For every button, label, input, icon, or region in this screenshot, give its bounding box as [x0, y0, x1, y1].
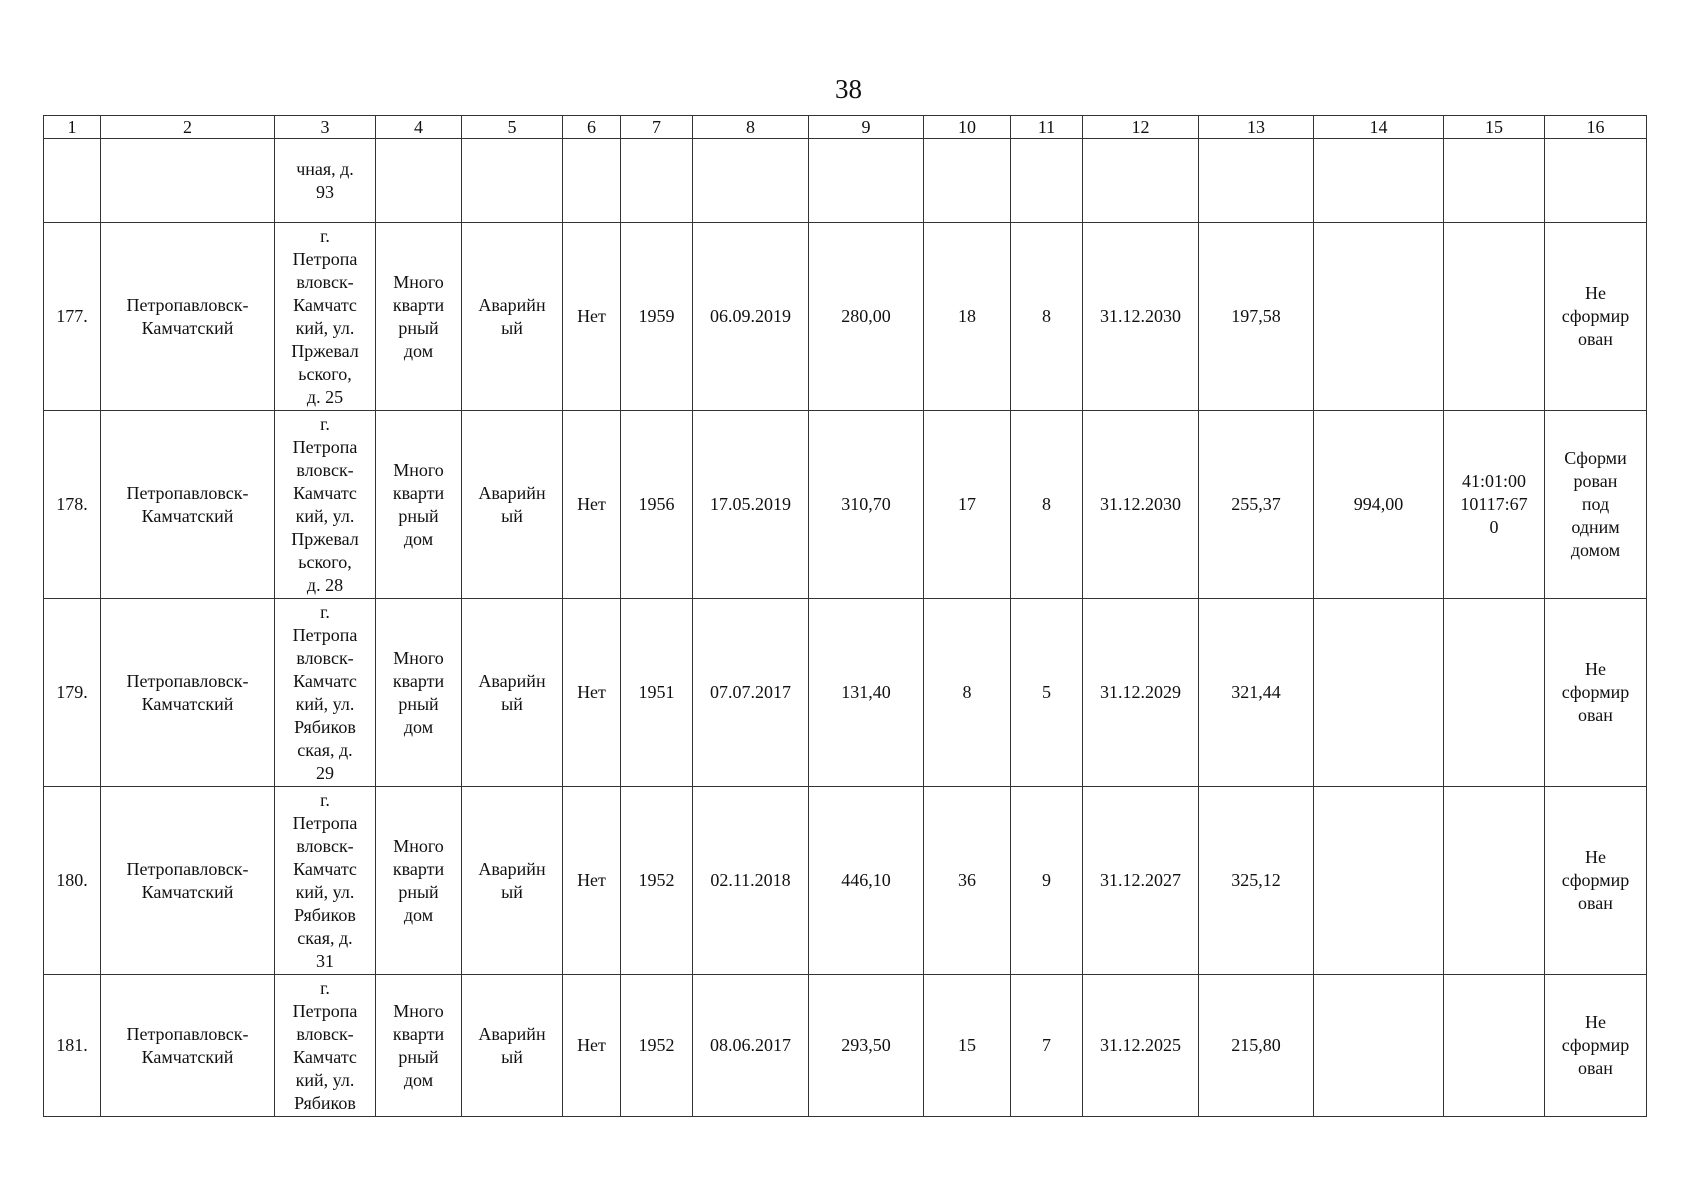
table-row	[44, 411, 1647, 599]
municipality-cell: Петропавловск- Камчатский	[101, 223, 275, 411]
value-cell: 8	[924, 599, 1011, 787]
municipality-cell: Петропавловск- Камчатский	[101, 787, 275, 975]
deadline-cell: 31.12.2030	[1083, 411, 1199, 599]
table-cell	[924, 139, 1011, 223]
value-cell: 197,58	[1199, 223, 1314, 411]
column-header: 2	[101, 116, 275, 139]
land-plot-status-cell: Не сформир ован	[1545, 787, 1647, 975]
value-cell: 8	[1011, 223, 1083, 411]
deadline-cell: 31.12.2030	[1083, 223, 1199, 411]
condition-cell: Аварийн ый	[462, 223, 563, 411]
address-cell: г. Петропа вловск- Камчатс кий, ул. Пржевал ьского, д. 25	[275, 223, 376, 411]
year-cell: 1952	[621, 975, 693, 1117]
table-cell	[101, 139, 275, 223]
address-cell: г. Петропа вловск- Камчатс кий, ул. Рябиков	[275, 975, 376, 1117]
value-cell: 325,12	[1199, 787, 1314, 975]
flag-cell: Нет	[563, 223, 621, 411]
column-header: 15	[1444, 116, 1545, 139]
municipality-cell: Петропавловск- Камчатский	[101, 599, 275, 787]
land-plot-status-cell: Не сформир ован	[1545, 975, 1647, 1117]
table-cell	[1545, 139, 1647, 223]
value-cell: 994,00	[1314, 411, 1444, 599]
municipality-cell: Петропавловск- Камчатский	[101, 411, 275, 599]
building-type-cell: Много кварти рный дом	[376, 411, 462, 599]
table-cell	[693, 139, 809, 223]
flag-cell: Нет	[563, 975, 621, 1117]
flag-cell: Нет	[563, 599, 621, 787]
column-header: 10	[924, 116, 1011, 139]
cadastral-number-cell: 41:01:00 10117:67 0	[1444, 411, 1545, 599]
column-header: 3	[275, 116, 376, 139]
condition-cell: Аварийн ый	[462, 599, 563, 787]
area-cell: 293,50	[809, 975, 924, 1117]
year-cell: 1951	[621, 599, 693, 787]
table-row	[44, 975, 1647, 1117]
table-cell	[44, 139, 101, 223]
date-cell: 02.11.2018	[693, 787, 809, 975]
table-row	[44, 223, 1647, 411]
value-cell: 5	[1011, 599, 1083, 787]
page-number: 38	[835, 74, 862, 104]
cadastral-number-cell	[1444, 787, 1545, 975]
area-cell: 280,00	[809, 223, 924, 411]
table-cell	[1199, 139, 1314, 223]
date-cell: 07.07.2017	[693, 599, 809, 787]
table-cell	[621, 139, 693, 223]
date-cell: 17.05.2019	[693, 411, 809, 599]
condition-cell: Аварийн ый	[462, 975, 563, 1117]
area-cell: 310,70	[809, 411, 924, 599]
value-cell	[1314, 975, 1444, 1117]
table-cell	[462, 139, 563, 223]
table-cell	[1314, 139, 1444, 223]
table-cell	[1011, 139, 1083, 223]
value-cell	[1314, 787, 1444, 975]
value-cell: 9	[1011, 787, 1083, 975]
column-header: 5	[462, 116, 563, 139]
land-plot-status-cell: Сформи рован под одним домом	[1545, 411, 1647, 599]
year-cell: 1959	[621, 223, 693, 411]
deadline-cell: 31.12.2027	[1083, 787, 1199, 975]
value-cell	[1314, 599, 1444, 787]
column-header: 4	[376, 116, 462, 139]
column-header: 14	[1314, 116, 1444, 139]
column-header: 13	[1199, 116, 1314, 139]
value-cell: 8	[1011, 411, 1083, 599]
flag-cell: Нет	[563, 411, 621, 599]
building-type-cell: Много кварти рный дом	[376, 975, 462, 1117]
row-number: 179.	[44, 599, 101, 787]
column-header: 8	[693, 116, 809, 139]
area-cell: 446,10	[809, 787, 924, 975]
value-cell: 255,37	[1199, 411, 1314, 599]
building-type-cell: Много кварти рный дом	[376, 223, 462, 411]
row-number: 181.	[44, 975, 101, 1117]
row-number: 177.	[44, 223, 101, 411]
year-cell: 1952	[621, 787, 693, 975]
value-cell: 7	[1011, 975, 1083, 1117]
value-cell	[1314, 223, 1444, 411]
condition-cell: Аварийн ый	[462, 411, 563, 599]
land-plot-status-cell: Не сформир ован	[1545, 599, 1647, 787]
column-number-header-row	[44, 116, 1647, 139]
land-plot-status-cell: Не сформир ован	[1545, 223, 1647, 411]
municipality-cell: Петропавловск- Камчатский	[101, 975, 275, 1117]
deadline-cell: 31.12.2025	[1083, 975, 1199, 1117]
building-type-cell: Много кварти рный дом	[376, 787, 462, 975]
column-header: 7	[621, 116, 693, 139]
table-row	[44, 787, 1647, 975]
building-type-cell: Много кварти рный дом	[376, 599, 462, 787]
table-row	[44, 599, 1647, 787]
cadastral-number-cell	[1444, 223, 1545, 411]
value-cell: 36	[924, 787, 1011, 975]
cadastral-number-cell	[1444, 975, 1545, 1117]
value-cell: 15	[924, 975, 1011, 1117]
value-cell: 18	[924, 223, 1011, 411]
table-cell	[809, 139, 924, 223]
cadastral-number-cell	[1444, 599, 1545, 787]
deadline-cell: 31.12.2029	[1083, 599, 1199, 787]
area-cell: 131,40	[809, 599, 924, 787]
column-header: 16	[1545, 116, 1647, 139]
row-number: 180.	[44, 787, 101, 975]
year-cell: 1956	[621, 411, 693, 599]
date-cell: 06.09.2019	[693, 223, 809, 411]
table-cell	[563, 139, 621, 223]
table-cell	[376, 139, 462, 223]
flag-cell: Нет	[563, 787, 621, 975]
date-cell: 08.06.2017	[693, 975, 809, 1117]
continuation-row	[44, 139, 1647, 223]
address-cell: г. Петропа вловск- Камчатс кий, ул. Пржевал ьского, д. 28	[275, 411, 376, 599]
column-header: 6	[563, 116, 621, 139]
condition-cell: Аварийн ый	[462, 787, 563, 975]
address-cell: г. Петропа вловск- Камчатс кий, ул. Рябиков ская, д. 31	[275, 787, 376, 975]
column-header: 9	[809, 116, 924, 139]
column-header: 12	[1083, 116, 1199, 139]
row-number: 178.	[44, 411, 101, 599]
table-cell	[1083, 139, 1199, 223]
address-cell: чная, д. 93	[275, 139, 376, 223]
value-cell: 17	[924, 411, 1011, 599]
column-header: 11	[1011, 116, 1083, 139]
housing-registry-table	[43, 115, 1647, 1117]
value-cell: 215,80	[1199, 975, 1314, 1117]
table-cell	[1444, 139, 1545, 223]
value-cell: 321,44	[1199, 599, 1314, 787]
address-cell: г. Петропа вловск- Камчатс кий, ул. Рябиков ская, д. 29	[275, 599, 376, 787]
column-header: 1	[44, 116, 101, 139]
